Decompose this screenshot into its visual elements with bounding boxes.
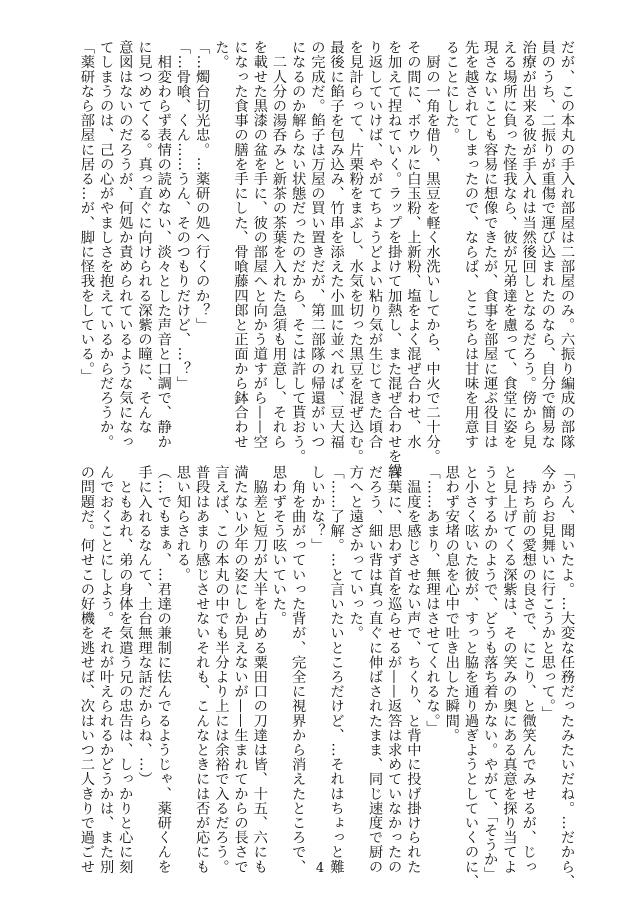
page-number: 4 — [315, 861, 325, 876]
upper-text-block: だが、この本丸の手入れ部屋は二部屋のみ。六振り編成の部隊 員のうち、二振りが重傷で運び込まれたのなら、自分で簡易な 治療が出来る彼が手入れは当然後回しとなるだろう。傍から見 える場所に負った怪我なら、彼が兄弟達を慮って、食堂に姿を 現さないことも容易に想像できたが、食事を部屋に運ぶ役目は 先を越されてしまったので、ならば、とこちらは甘味を用意す ることにした。 厨の一角を借り、黒豆を軽く水洗いしてから、中火で二十分。 その間に、ボウルに白玉粉、上新粉、塩をよく混ぜ合わせ、水 を加えて捏ねていく。ラップを掛けて加熱し、また混ぜ合わせを繰 り返していけば、やがてちょうどよい粘り気が生じてきた頃合 を見計らって、片栗粉をまぶし、水気を切った黒豆を混ぜ込む。 最後に餡子を包み込み、竹串を添えた小皿に並べれば、豆大福 の完成だ。餡子は万屋の買い置きだが、第二部隊の帰還がいつ になるのか解らない状態だったのだから、そこは許して貰おう。 二人分の湯呑みと新茶の茶葉を入れた急須も用意し、それら を載せた黒漆の盆を手に、彼の部屋へと向かう道すがら——空 になった食事の膳を手にした、骨喰藤四郎と正面から鉢合わせ た。 「…燭台切光忠。…薬研の処へ行くのか？」 「…骨喰、くん……うん、そのつもりだけど、…？」 相変わらず表情の読めない、淡々とした声音と口調で、静か に見つめてくる。真っ直ぐに向けられる深紫の瞳に、そんな 意図はないのだろうが、何処か責められているような気になっ てしまうのは、己の心がやましさを抱えているからだろうか。 「薬研なら部屋に居る…が、脚に怪我をしている。」 — [78, 40, 575, 478]
lower-text-block: 「うん、聞いたよ。…大変な任務だったみたいだね。…だから、 今からお見舞いに行こうかと思って。」 持ち前の愛想の良さで、にこり、と微笑んでみせるが、じっ と見上げてくる深紫は、その笑みの奥にある真意を探り当てよ うとするかのようで、どうも落ち着かない。やがて、「そうか」 と小さく呟いた彼が、すっと脇を通り過ぎようとしていくのに、 思わず安堵の息を心中で吐き出した瞬間。 「……あまり、無理はさせてくれるな。」 温度を感じさせない声で、ちくり、と背中に投げ掛けられた 言葉に、思わず首を巡らせるが——返答は求めていなかったの だろう、細い背は真っ直ぐに伸ばされたまま、同じ速度で厨の 方へと遠ざかっていった。 「……了解。…と言いたいところだけど、…それはちょっと難 しいかな？」 角を曲がっていった背が、完全に視界から消えたところで、 思わずそう呟いていた。 脇差と短刀が大半を占める粟田口の刀達は皆、十五、六にも 満たない少年の姿にしか見えないが——生まれてからの長さで 言えば、この本丸の中でも半分より上には余裕で入るだろう。 普段はあまり感じさせないそれも、こんなときには否が応にも 思い知らされる。 （…でもまぁ、…君達の兼制に怯んでるようじゃ、薬研くんを 手に入れるなんて、土台無理な話だからね、…） ともあれ、弟の身体を気遣う兄の忠告は、しっかりと心に刻 んでおくことにしよう。それが叶えられるかどうかは、また別 の問題だ。何せこの好機を逃せば、次はいつ二人きりで過ごせ — [78, 465, 575, 889]
